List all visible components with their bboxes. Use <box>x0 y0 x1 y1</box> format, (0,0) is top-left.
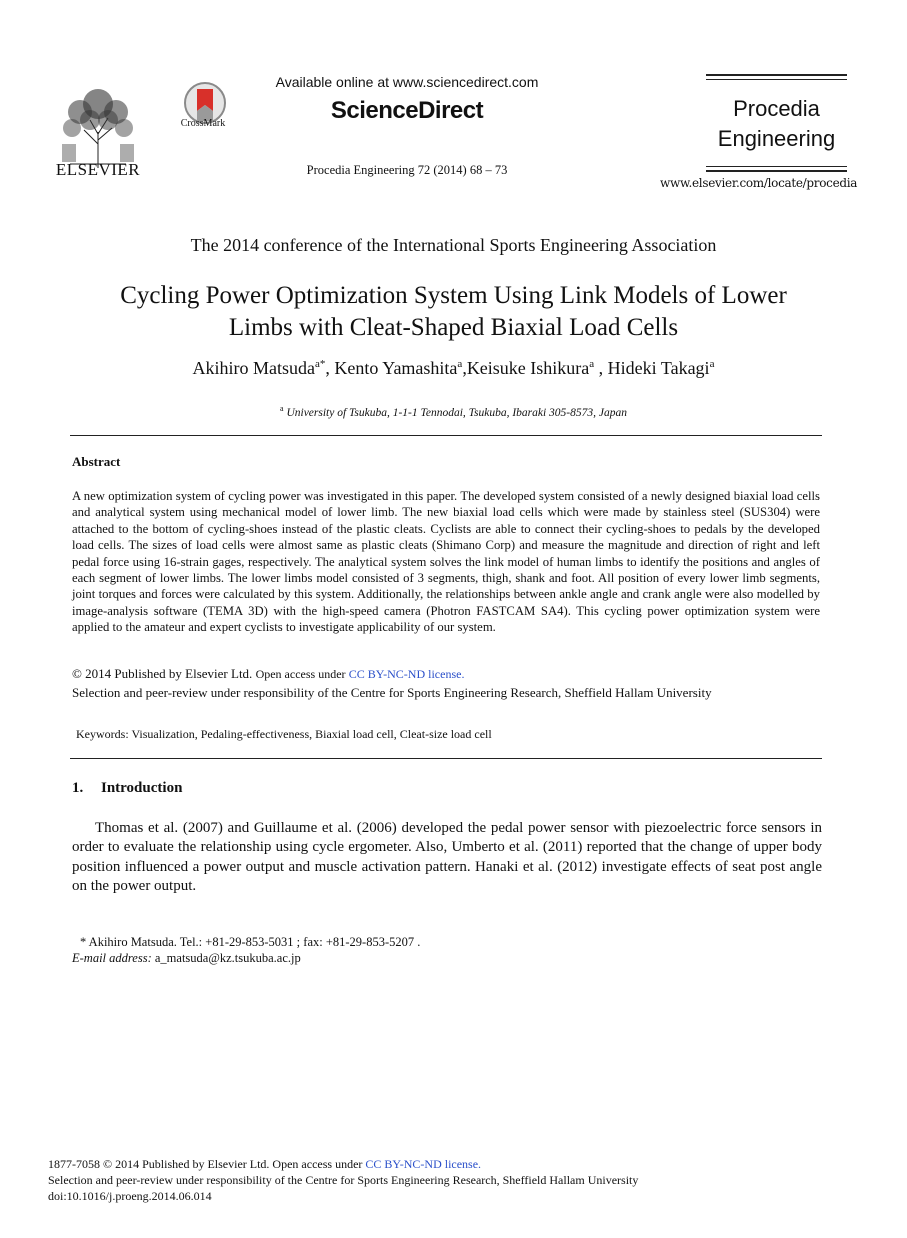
journal-rule <box>706 79 847 80</box>
keywords: Keywords: Visualization, Pedaling-effectiveness, Biaxial load cell, Cleat-size load cell <box>76 727 492 741</box>
journal-title-line1: Procedia <box>733 96 820 121</box>
conference-name: The 2014 conference of the International Sports Engineering Association <box>190 235 717 255</box>
footer-peer-review: Selection and peer-review under responsibility of the Centre for Sports Engineering Research, Sheffield Hallam University <box>48 1173 639 1187</box>
sciencedirect-brand: ScienceDirect <box>330 97 484 124</box>
journal-title <box>706 94 847 154</box>
footer-copyright: 1877-7058 © 2014 Published by Elsevier Ltd. Open access under <box>48 1157 363 1171</box>
footer-license-link[interactable]: CC BY-NC-ND license. <box>365 1157 482 1171</box>
author-list <box>60 358 847 379</box>
affiliation-mark: a <box>280 404 284 413</box>
copyright-line <box>72 666 820 682</box>
author-name: Kento Yamashita <box>334 358 458 378</box>
journal-rule <box>706 170 847 172</box>
section-number: 1. <box>72 780 84 796</box>
author-separator: , <box>325 358 335 378</box>
footer-issn-line <box>48 1157 868 1172</box>
author-separator: , <box>462 358 467 378</box>
license-link[interactable]: CC BY-NC-ND license. <box>348 667 465 681</box>
author-name: Keisuke Ishikura <box>466 358 590 378</box>
author-name: Hideki Takagi <box>607 358 710 378</box>
paper-title-line2: Limbs with Cleat-Shaped Biaxial Load Cells <box>228 314 679 341</box>
available-online: Available online at www.sciencedirect.com <box>275 74 539 90</box>
journal-rule <box>706 166 847 167</box>
peer-review-statement: Selection and peer-review under responsibility of the Centre for Sports Engineering Research, Sheffield Hallam University <box>72 685 712 700</box>
author-affiliation-mark: a <box>457 358 463 370</box>
affiliation <box>60 404 847 419</box>
author-separator: , <box>594 358 608 378</box>
author-name: Akihiro Matsuda <box>192 358 316 378</box>
copyright-text: © 2014 Published by Elsevier Ltd. <box>72 666 253 681</box>
paper-title-line1: Cycling Power Optimization System Using Link Models of Lower <box>120 282 787 309</box>
journal-url[interactable]: www.elsevier.com/locate/procedia <box>660 176 858 190</box>
introduction-paragraph: Thomas et al. (2007) and Guillaume et al. (2006) developed the pedal power sensor with piezoelectric force sensors in order to evaluate the relationship using cycle ergometer. Also, Umberto et al. (2011) reported that the change of upper body position influenced a power output and muscle activation pattern. Hanaki et al. (2012) investigate effects of seat post angle on the power output. <box>72 820 822 895</box>
divider <box>70 435 822 436</box>
paper-title <box>60 280 847 344</box>
author-affiliation-mark: a <box>709 358 715 370</box>
journal-title-line2: Engineering <box>717 126 836 151</box>
email-label: E-mail address: <box>72 951 152 965</box>
abstract-body: A new optimization system of cycling power was investigated in this paper. The developed system consisted of a newly designed biaxial load cells and analytical system using mechanical model of lower limb. The new biaxial load cells which were made by stainless steel (SUS304) were attached to the bottom of cycling-shoes instead of the plastic cleats. Cyclists are able to connect their cycling-shoes to pedals by the developed load cells. The sizes of load cells were almost same as plastic cleats (Shimano Corp) and measure the magnitude and direction of right and left pedal force using 16-strain gages, respectively. The analytical system solves the link model of human limbs to identify the positions and angles of each segment of lower limbs. The lower limbs model consisted of 3 segments, thigh, shank and foot. All position of every lower limb segments, joint torques and forces were calculated by this system. Additionally, the relationships between ankle angle and crank angle were also modelled by image-analysis software (TEMA 3D) with the high-speed camera (Photron FASTCAM SA4). This cycling power optimization system were applied to the amateur and expert cyclists to investigate applicability of our system. <box>72 489 820 635</box>
email-footnote <box>72 951 772 966</box>
section-title: Introduction <box>101 780 183 796</box>
corresponding-author-footnote: * Akihiro Matsuda. Tel.: +81-29-853-5031 ; fax: +81-29-853-5207 . <box>80 935 421 949</box>
section-heading <box>72 780 182 797</box>
footer-doi[interactable]: doi:10.1016/j.proeng.2014.06.014 <box>48 1189 212 1203</box>
affiliation-text: University of Tsukuba, 1-1-1 Tennodai, Tsukuba, Ibaraki 305-8573, Japan <box>286 406 627 419</box>
journal-rule <box>706 74 847 76</box>
open-access-text: Open access under <box>255 667 346 681</box>
journal-reference: Procedia Engineering 72 (2014) 68 – 73 <box>306 163 508 177</box>
author-affiliation-mark: a* <box>315 358 326 370</box>
divider <box>70 758 822 759</box>
publisher-name: ELSEVIER <box>55 160 141 179</box>
crossmark-label: CrossMark <box>180 118 226 129</box>
author-affiliation-mark: a <box>589 358 595 370</box>
abstract-heading: Abstract <box>72 454 121 469</box>
email-address[interactable]: a_matsuda@kz.tsukuba.ac.jp <box>154 951 301 965</box>
